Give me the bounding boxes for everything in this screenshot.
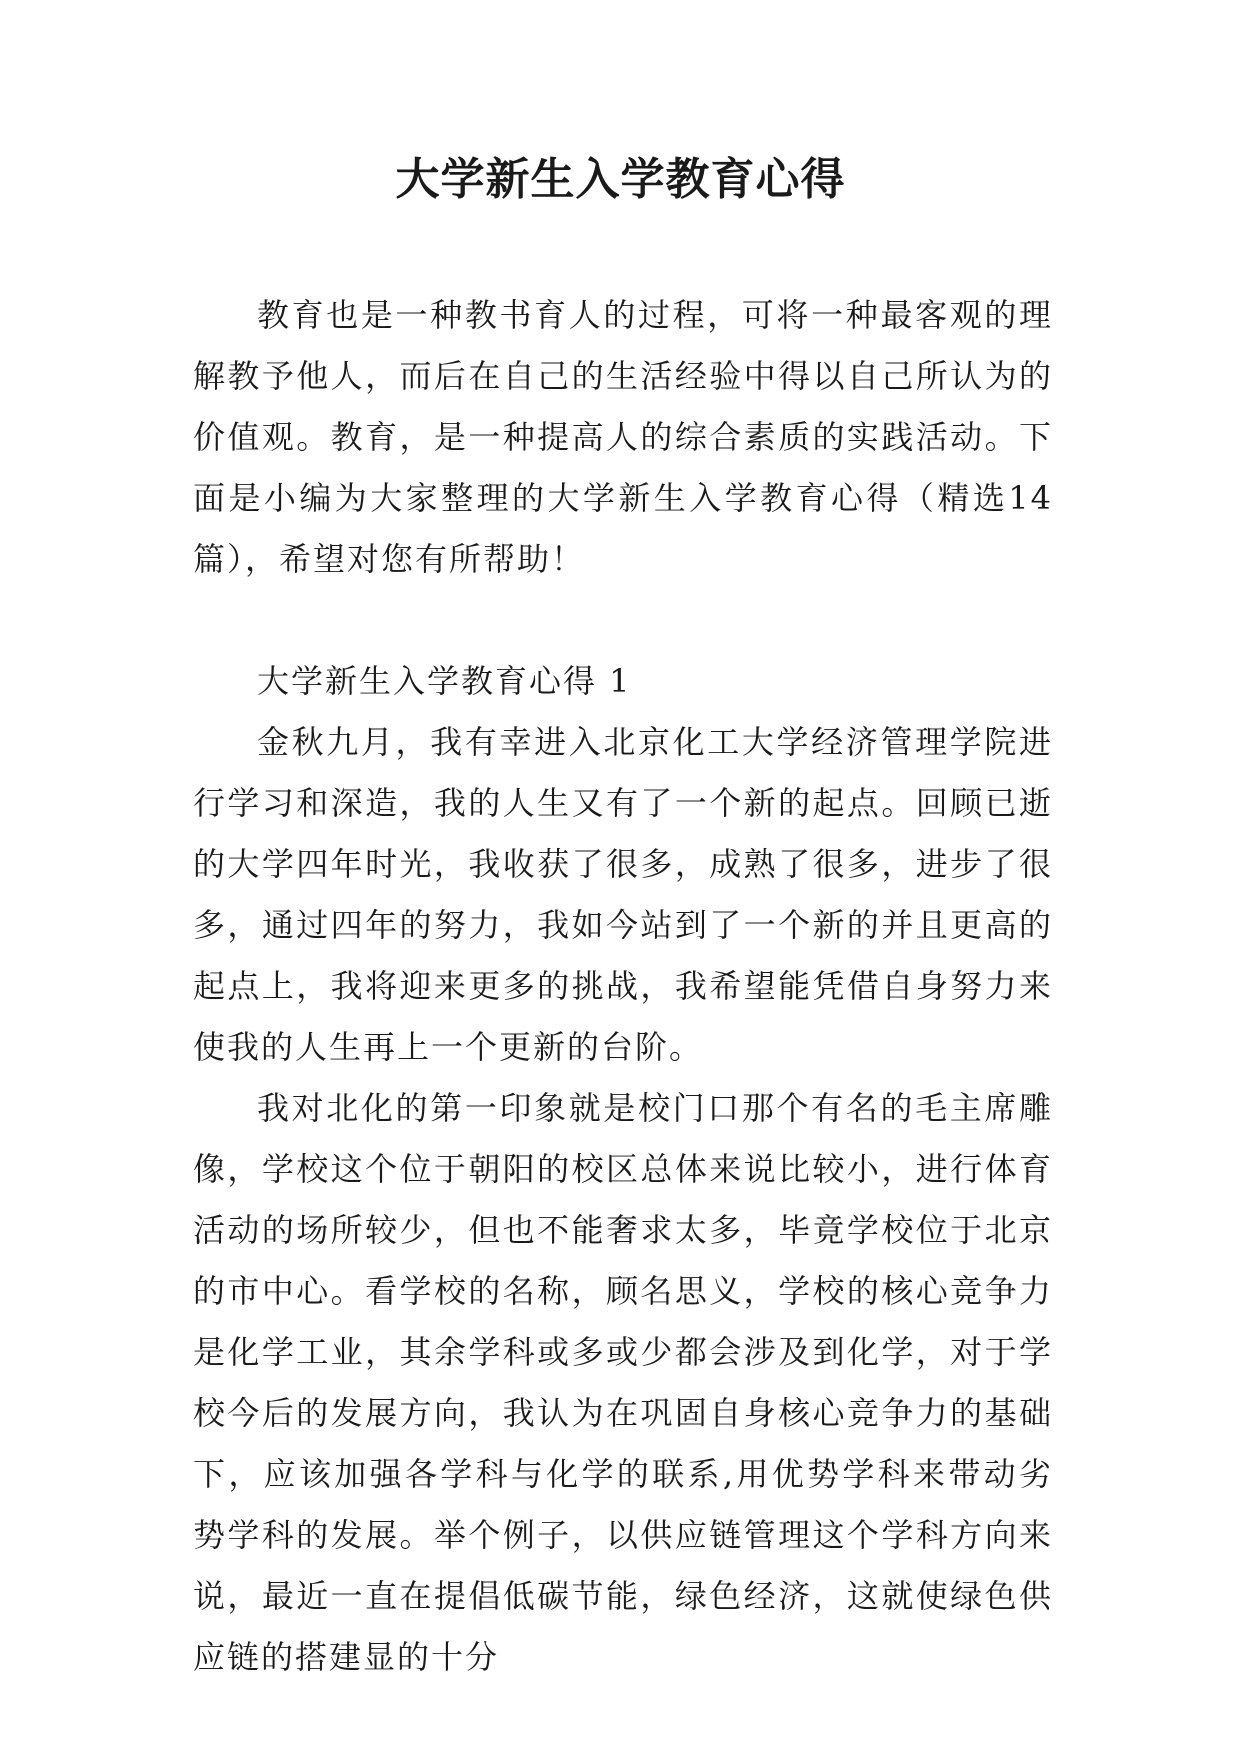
body-paragraph-1: 金秋九月，我有幸进入北京化工大学经济管理学院进行学习和深造，我的人生又有了一个新的起点。回顾已逝的大学四年时光，我收获了很多，成熟了很多，进步了很多，通过四年的努力，我如今站到了一个新的并且更高的起点上，我将迎来更多的挑战，我希望能凭借自身努力来使我的人生再上一个更新的台阶。 — [193, 723, 1053, 1066]
intro-paragraph: 教育也是一种教书育人的过程，可将一种最客观的理解教予他人，而后在自己的生活经验中得以自己所认为的价值观。教育，是一种提高人的综合素质的实践活动。下面是小编为大家整理的大学新生入学教育心得（精选14篇），希望对您有所帮助！ — [193, 296, 1053, 578]
section-spacer — [193, 590, 1053, 651]
body-paragraph-2: 我对北化的第一印象就是校门口那个有名的毛主席雕像，学校这个位于朝阳的校区总体来说比较小，进行体育活动的场所较少，但也不能奢求太多，毕竟学校位于北京的市中心。看学校的名称，顾名思义，学校的核心竞争力是化学工业，其余学科或多或少都会涉及到化学，对于学校今后的发展方向，我认为在巩固自身核心竞争力的基础下，应该加强各学科与化学的联系,用优势学科来带动劣势学科的发展。举个例子，以供应链管理这个学科方向来说，最近一直在提倡低碳节能，绿色经济，这就使绿色供应链的搭建显的十分 — [193, 1089, 1053, 1676]
document-body — [193, 285, 1053, 1688]
document-title: 大学新生入学教育心得 — [395, 154, 846, 205]
section-heading: 大学新生入学教育心得 1 — [257, 662, 632, 700]
